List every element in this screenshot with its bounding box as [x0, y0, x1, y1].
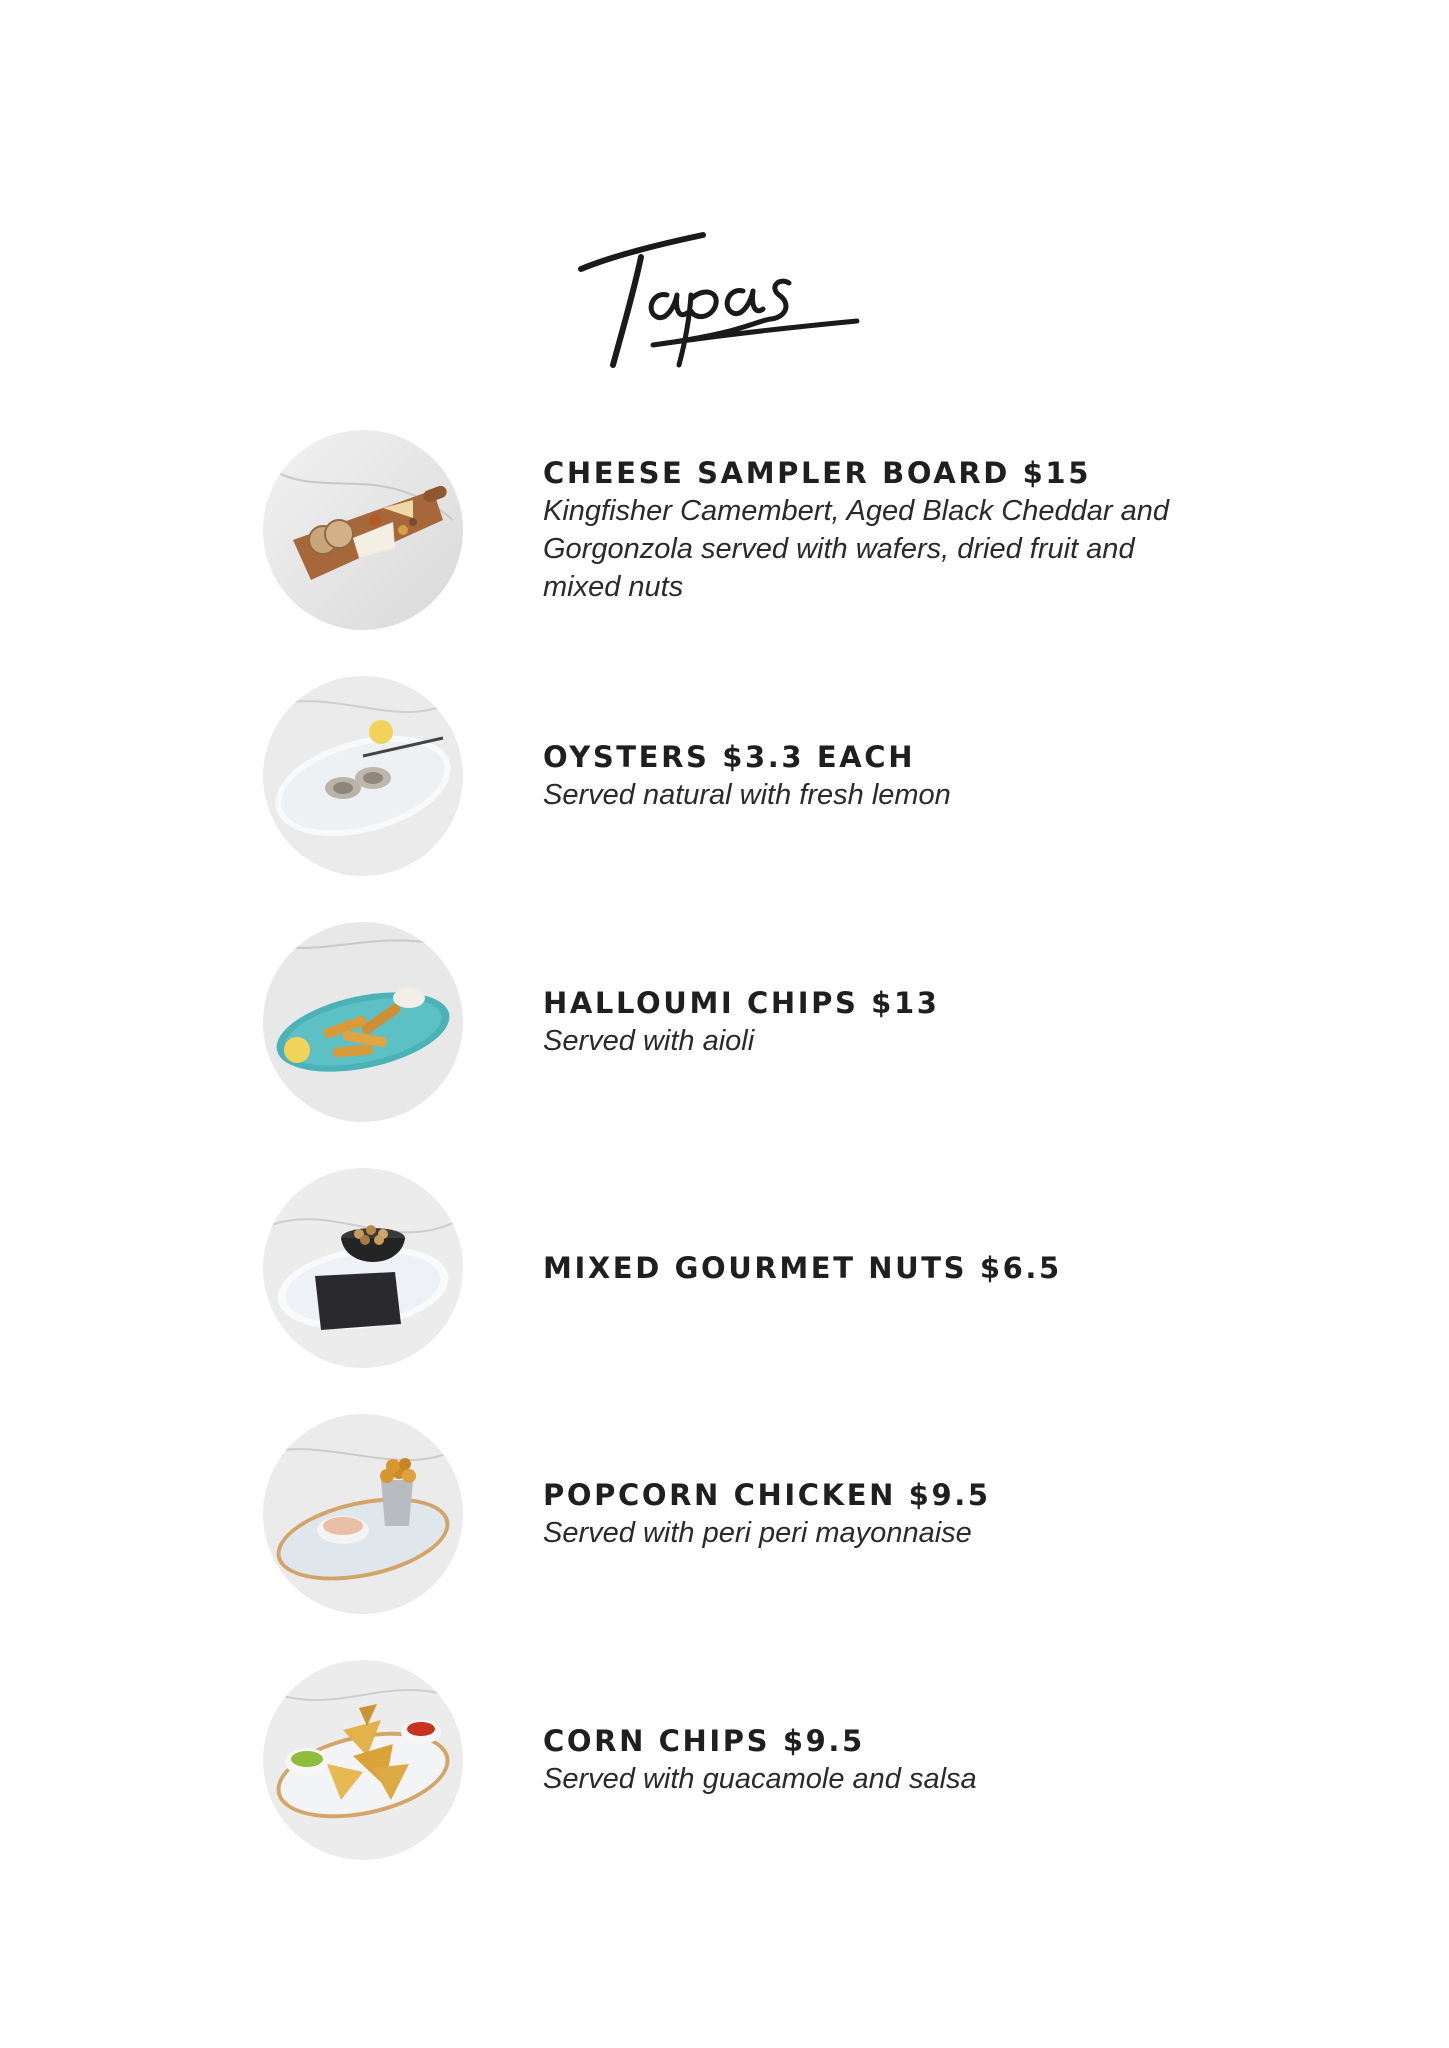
halloumi-chips-photo [263, 922, 463, 1122]
item-description: Served with peri peri mayonnaise [543, 1517, 972, 1549]
item-text [543, 676, 1263, 876]
menu-item-popcorn-chicken [263, 1414, 1263, 1614]
menu-item-corn-chips [263, 1660, 1263, 1860]
page-title [575, 225, 865, 375]
popcorn-chicken-photo [263, 1414, 463, 1614]
item-heading: OYSTERS $3.3 EACH [543, 740, 916, 774]
item-description: Kingfisher Camembert, Aged Black Cheddar and Gorgonzola served with wafers, dried fruit and mixed nuts [543, 495, 1169, 603]
nuts-bowl-photo [263, 1168, 463, 1368]
item-heading: POPCORN CHICKEN $9.5 [543, 1478, 991, 1512]
oysters-photo [263, 676, 463, 876]
corn-chips-photo [263, 1660, 463, 1860]
menu-item-oysters [263, 676, 1263, 876]
item-text [543, 1168, 1263, 1368]
item-text [543, 1414, 1263, 1614]
item-text [543, 1660, 1263, 1860]
item-description: Served with guacamole and salsa [543, 1763, 977, 1795]
item-heading: HALLOUMI CHIPS $13 [543, 986, 940, 1020]
item-text [543, 922, 1263, 1122]
item-heading: CHEESE SAMPLER BOARD $15 [543, 456, 1091, 490]
menu-item-halloumi-chips [263, 922, 1263, 1122]
menu-item-cheese-sampler-board [263, 430, 1263, 630]
item-description: Served with aioli [543, 1025, 755, 1057]
menu-item-mixed-gourmet-nuts [263, 1168, 1263, 1368]
cheese-board-photo [263, 430, 463, 630]
tapas-script-title [575, 225, 865, 375]
item-text [543, 430, 1263, 630]
item-heading: CORN CHIPS $9.5 [543, 1724, 865, 1758]
item-description: Served natural with fresh lemon [543, 779, 951, 811]
item-heading: MIXED GOURMET NUTS $6.5 [543, 1251, 1062, 1285]
